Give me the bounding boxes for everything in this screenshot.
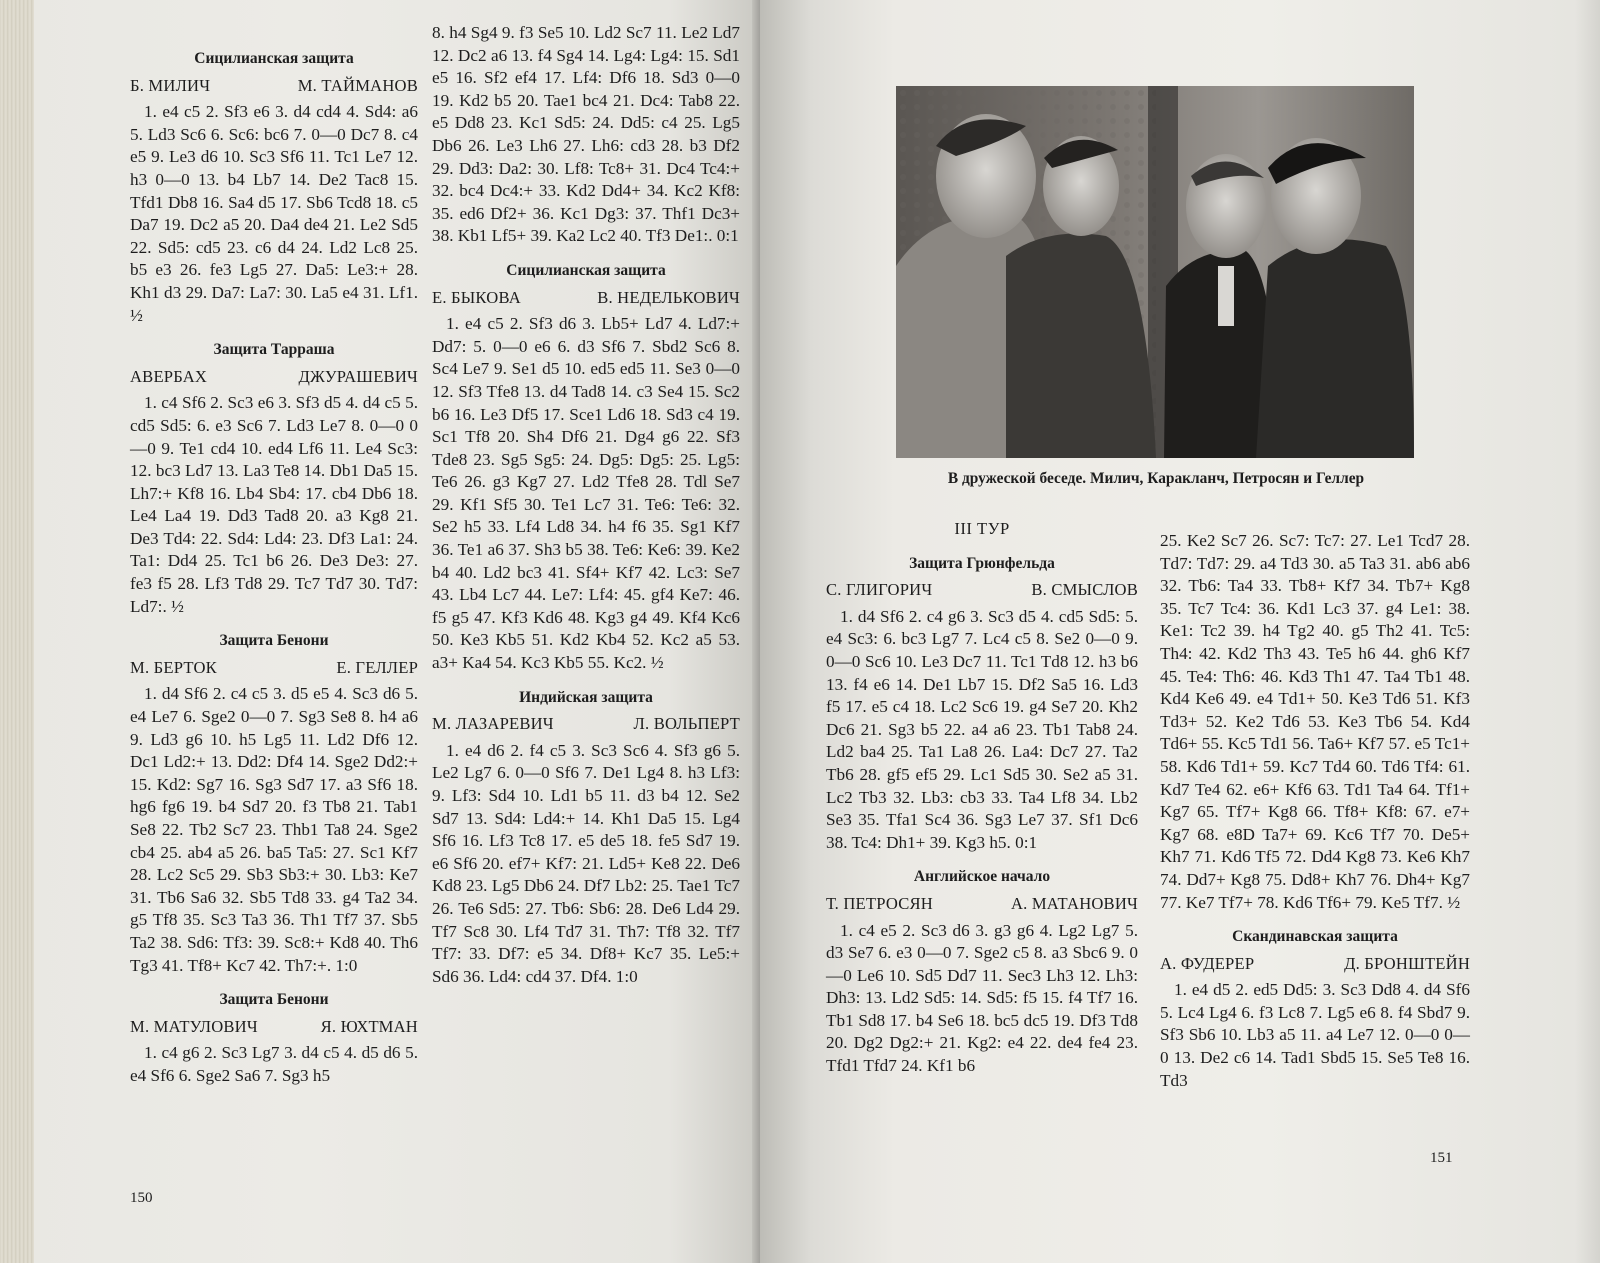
white-player: Б. МИЛИЧ xyxy=(130,75,211,95)
white-player: М. ЛАЗАРЕВИЧ xyxy=(432,714,554,734)
left-column-2 xyxy=(432,22,740,988)
players-line xyxy=(130,1016,418,1039)
left-page xyxy=(0,0,760,1263)
photo-men-talking xyxy=(896,86,1414,458)
white-player: М. МАТУЛОВИЧ xyxy=(130,1016,258,1036)
page-number-left: 150 xyxy=(130,1190,153,1206)
game-moves: 1. d4 Sf6 2. c4 g6 3. Sc3 d5 4. cd5 Sd5: 5. e4 Sc3: 6. bc3 Lg7 7. Lc4 c5 8. Se2 0—0 9. 0—0 Sc6 10. Le3 Dc7 11. Tc1 Td8 12. h3 b6 13. f4 e6 14. De1 Lb7 15. Df2 Sa5 16. Ld3 f5 17. e5 c4 18. Lc2 Sc6 19. g4 Se7 20. Kh2 Dc6 21. Sg3 b5 22. a4 a6 23. Tb1 Tab8 24. Ld2 ba4 25. Ta1 La8 26. La4: Dc7 27. Ta2 Tb6 28. gf5 ef5 29. Lc1 Sd5 30. Se2 a5 31. Lc2 Tb3 32. Lb3: cb3 33. Ta4 Lf8 34. Lb2 Se3 35. Tfa1 Sc4 36. Sg3 Le7 37. Sf1 Dc6 38. Tc4: Dh1+ 39. Kg3 h5. 0:1 xyxy=(826,606,1138,852)
players-line xyxy=(1160,953,1470,976)
opening-heading: Английское начало xyxy=(913,868,1051,886)
photograph xyxy=(896,86,1414,458)
white-player: АВЕРБАХ xyxy=(130,366,208,386)
opening-heading: Защита Грюнфельда xyxy=(909,554,1055,572)
game-moves: 1. e4 c5 2. Sf3 d6 3. Lb5+ Ld7 4. Ld7:+ Dd7: 5. 0—0 e6 6. d3 Sf6 7. Sbd2 Sc6 8. Sc4 Le7 9. Se1 d5 10. ed5 ed5 11. Se3 0—0 12. Sf3 Tfe8 13. d4 Tad8 14. c3 Se4 15. Sc2 b6 16. Le3 Df5 17. Sce1 Ld6 18. Sd3 c4 19. Sc1 Tf8 20. Sh4 Df6 21. Dg4 g6 22. Sf3 Tde8 23. Sg5 Sg5: 24. Dg5: Dg5: 25. Lg5: Te6 26. g3 Kg7 27. Ld2 Tfe8 28. Tdl Se7 29. Kf1 Sf5 30. Te1 Lc7 31. Te6: Te6: 32. Se2 h5 33. Lf4 Ld8 34. h4 f6 35. Sg1 Kf7 36. Te1 a6 37. Sh3 b5 38. Te6: Ke6: 39. Ke2 b4 40. Ld2 bc3 41. Sf4+ Kf7 42. Lc3: Se7 43. Lb4 Lc7 44. Le7: Lf4: 45. gf4 Ke7: 46. f5 g5 47. Kf3 Kd6 48. Kg3 g4 49. Kf4 Kc6 50. Ke3 Kb5 51. Kd2 Kb4 52. Kc2 a5 53. a3+ Ka4 54. Kc3 Kb5 55. Kc2. ½ xyxy=(432,314,740,673)
photo-caption: В дружеской беседе. Милич, Каракланч, Петросян и Геллер xyxy=(947,470,1365,487)
page-number-right: 151 xyxy=(1430,1150,1453,1166)
opening-heading: Скандинавская защита xyxy=(1232,928,1398,946)
white-player: Т. ПЕТРОСЯН xyxy=(826,893,933,913)
game-moves: 1. c4 g6 2. Sc3 Lg7 3. d4 c5 4. d5 d6 5. e4 Sf6 6. Sge2 Sa6 7. Sg3 h5 xyxy=(130,1043,418,1085)
black-player: ДЖУРАШЕВИЧ xyxy=(298,366,418,386)
right-column-2 xyxy=(1160,530,1470,1092)
game-moves: 1. e4 d6 2. f4 c5 3. Sc3 Sc6 4. Sf3 g6 5. Le2 Lg7 6. 0—0 Sf6 7. De1 Lg4 8. h3 Lf3: 9. Lf3: Sd4 10. Ld1 b5 11. d3 b4 12. Se2 Sd7 13. Sd4: Ld4:+ 14. Kh1 Da5 15. Lg4 Sf6 16. Lf3 Tc8 17. e5 de5 18. fe5 Sd7 19. e6 Sf6 20. ef7+ Kf7: 21. Ld5+ Ke8 22. De6 Kd8 23. Lg5 Db6 24. Df7 Lb2: 25. Tae1 Tc7 26. Te6 Sd5: 27. Tb6: Sb6: 28. De6 Ld4 29. Tf7 Sc8 30. Lf4 Td7 31. Th7: Tf8 32. Tf7 Tf7: 33. Df7: e5 34. Df8+ Kc7 35. Le5:+ Sd6 36. Ld4: cd4 37. Df4. 1:0 xyxy=(432,740,740,986)
right-column-1 xyxy=(826,518,1138,1078)
white-player: А. ФУДЕРЕР xyxy=(1160,953,1255,973)
black-player: М. ТАЙМАНОВ xyxy=(297,75,418,95)
players-line xyxy=(826,893,1138,916)
game-moves: 1. c4 Sf6 2. Sc3 e6 3. Sf3 d5 4. d4 c5 5. cd5 Sd5: 6. e3 Sc6 7. Ld3 Le7 8. 0—0 0—0 9. Te1 cd4 10. ed4 Lf6 11. Le4 Sc3: 12. bc3 Ld7 13. La3 Te8 14. Db1 Da5 15. Lh7:+ Kf8 16. Lb4 Sb4: 17. cb4 Db6 18. Le4 La4 19. Dd3 Tad8 20. a3 Kg8 21. De3 Td4: 22. Sd4: Ld4: 23. Df3 La1: 24. Ta1: Dd4 25. Tc1 b6 26. De3 De3: 27. fe3 f5 28. Lf3 Td8 29. Tc7 Td7 30. Td7: Ld7:. ½ xyxy=(130,393,418,616)
opening-heading: Индийская защита xyxy=(519,688,653,706)
game-moves: 1. c4 e5 2. Sc3 d6 3. g3 g6 4. Lg2 Lg7 5. d3 Se7 6. e3 0—0 7. Sge2 c5 8. a3 Sbc6 9. 0—0 Le6 10. Sd5 Dd7 11. Sec3 Lh3 12. Lh3: Dh3: 13. Ld2 Sd5: 14. Sd5: f5 15. f4 Tf7 16. Tb1 Sd8 17. b4 Se6 18. bc5 dc5 19. Df3 Td8 20. Dg2 Dg2:+ 21. Kg2: e4 22. de4 fe4 23. Tfd1 Tfd7 24. Kf1 b6 xyxy=(826,920,1138,1076)
players-line xyxy=(826,579,1138,602)
game-moves: 25. Ke2 Sc7 26. Sc7: Tc7: 27. Le1 Tcd7 28. Td7: Td7: 29. a4 Td3 30. a5 Ta3 31. ab6 ab6 32. Tb6: Ta4 33. Tb8+ Kf7 34. Tb7+ Kg8 35. Tc7 Tc4: 36. Kd1 Lc3 37. g4 Le1: 38. Ke1: Tc2 39. h4 Tg2 40. g5 Th2 41. Tc5: Th4: 42. Kd2 Th3 43. Te5 h6 44. gh6 Kf7 45. Te4: Th6: 46. Kd3 Th1 47. Ta4 Tb1 48. Kd4 Ke6 49. e4 Td1+ 50. Ke3 Td6 51. Kf3 Td3+ 52. Ke2 Td6 53. Ke3 Tb6 54. Kd4 Td6+ 55. Kc5 Td1 56. Ta6+ Kf7 57. e5 Tc1+ 58. Kd6 Td1+ 59. Kc7 Td4 60. Td6 Tf4: 61. Kd7 Te4 62. e6+ Kf6 63. Td1 Ta4 64. Tf1+ Kg7 65. Tf7+ Kg8 66. Tf8+ Kf8: 67. e7+ Kg7 68. e8D Ta7+ 69. Kc6 Tf7 70. De5+ Kh7 71. Kd6 Tf5 72. Dd4 Kg8 73. Ke6 Kh7 74. Dd7+ Kg8 75. Dd8+ Kh7 76. Dh4+ Kg7 77. Ke7 Tf7+ 78. Kd6 Tf6+ 79. Ke5 Tf7. ½ xyxy=(1160,531,1470,912)
players-line xyxy=(130,657,418,680)
opening-heading: Защита Тарраша xyxy=(213,341,335,359)
opening-heading: Сицилианская защита xyxy=(194,50,354,67)
opening-heading: Защита Бенони xyxy=(219,991,329,1009)
players-line xyxy=(432,287,740,310)
round-heading: III ТУР xyxy=(954,519,1010,538)
black-player: Л. ВОЛЬПЕРТ xyxy=(633,714,740,734)
opening-heading: Защита Бенони xyxy=(219,632,329,650)
white-player: Е. БЫКОВА xyxy=(432,287,521,307)
game-moves: 8. h4 Sg4 9. f3 Se5 10. Ld2 Sc7 11. Le2 Ld7 12. Dc2 a6 13. f4 Sg4 14. Lg4: Lg4: 15. Sd1 e5 16. Sf2 ef4 17. Lf4: Df6 18. Sd3 0—0 19. Kd2 b5 20. Tae1 bc4 21. Dc4: Tab8 22. e5 Dd8 23. Kc1 Sd5: 24. Dd5: c4 25. Lg5 Db6 26. Le3 Lh6 27. Lh6: cd3 28. b3 Df2 29. Dd3: Da2: 30. Lf8: Tc8+ 31. Dc4 Tc4:+ 32. bc4 Dc4:+ 33. Kd2 Dd4+ 34. Kc2 Kf8: 35. ed6 Df2+ 36. Kc1 Dg3: 37. Thf1 Dc3+ 38. Kb1 Lf5+ 39. Ka2 Lc2 40. Tf3 De1:. 0:1 xyxy=(432,23,740,246)
left-column-1 xyxy=(130,48,418,1088)
white-player: С. ГЛИГОРИЧ xyxy=(826,580,933,600)
game-moves: 1. d4 Sf6 2. c4 c5 3. d5 e5 4. Sc3 d6 5. e4 Le7 6. Sge2 0—0 7. Sg3 Se8 8. h4 a6 9. Ld3 g6 10. h5 Lg5 11. Ld2 Df6 12. Dc1 Ld2:+ 13. Dd2: Df4 14. Sge2 Dd2:+ 15. Kd2: Sg7 16. Sg3 Sd7 17. a3 Sf6 18. hg6 fg6 19. b4 Sd7 20. f3 Tb8 21. Tab1 Se8 22. Tb2 Sc7 23. Thb1 Ta8 24. Sge2 cb4 25. ab4 a5 26. ba5 Ta5: 27. Sc1 Kf7 28. Lc2 Sc5 29. Sb3 Sb3:+ 30. Lb3: Ke7 31. Tb6 Sa6 32. Sb5 Td8 33. g4 Ta2 34. g5 Tf8 35. Sc3 Ta3 36. Th1 Tf7 37. Sb5 Ta2 38. Sd6: Tf3: 39. Sc8:+ Kd8 40. Th6 Tg3 41. Tf8+ Kc7 42. Th7:+. 1:0 xyxy=(130,684,418,975)
black-player: Я. ЮХТМАН xyxy=(320,1016,418,1036)
black-player: В. СМЫСЛОВ xyxy=(1031,580,1138,600)
black-player: Е. ГЕЛЛЕР xyxy=(336,657,418,677)
game-moves: 1. e4 c5 2. Sf3 e6 3. d4 cd4 4. Sd4: a6 5. Ld3 Sc6 6. Sc6: bc6 7. 0—0 Dc7 8. c4 e5 9. Le3 d6 10. Sc3 Sf6 11. Tc1 Le7 12. h3 0—0 13. b4 Lb7 14. De2 Tac8 15. Tfd1 Db8 16. Sa4 d5 17. Sb6 Tcd8 18. c5 Da7 19. Dc2 a5 20. Da4 de4 21. Le2 Sd5 22. Sd5: cd5 23. c6 d4 24. Ld2 Lc8 25. b5 e3 26. fe3 Lg5 27. Da5: Le3:+ 28. Kh1 d3 29. Da7: La7: 30. La5 e4 31. Lf1. ½ xyxy=(130,102,418,325)
opening-heading: Сицилианская защита xyxy=(506,261,666,279)
players-line xyxy=(130,366,418,389)
white-player: М. БЕРТОК xyxy=(130,657,217,677)
players-line xyxy=(130,75,418,98)
game-moves: 1. e4 d5 2. ed5 Dd5: 3. Sc3 Dd8 4. d4 Sf6 5. Lc4 Lg4 6. f3 Lc8 7. Lg5 e6 8. f4 Sbd7 9. Sf3 Sb6 10. Lb3 a5 11. a4 Le7 12. 0—0 0—0 13. De2 c6 14. Tad1 Sbd5 15. Se5 Te8 16. Td3 xyxy=(1160,980,1470,1090)
black-player: Д. БРОНШТЕЙН xyxy=(1344,953,1470,973)
players-line xyxy=(432,713,740,736)
black-player: В. НЕДЕЛЬКОВИЧ xyxy=(597,287,740,307)
black-player: А. МАТАНОВИЧ xyxy=(1010,893,1138,913)
